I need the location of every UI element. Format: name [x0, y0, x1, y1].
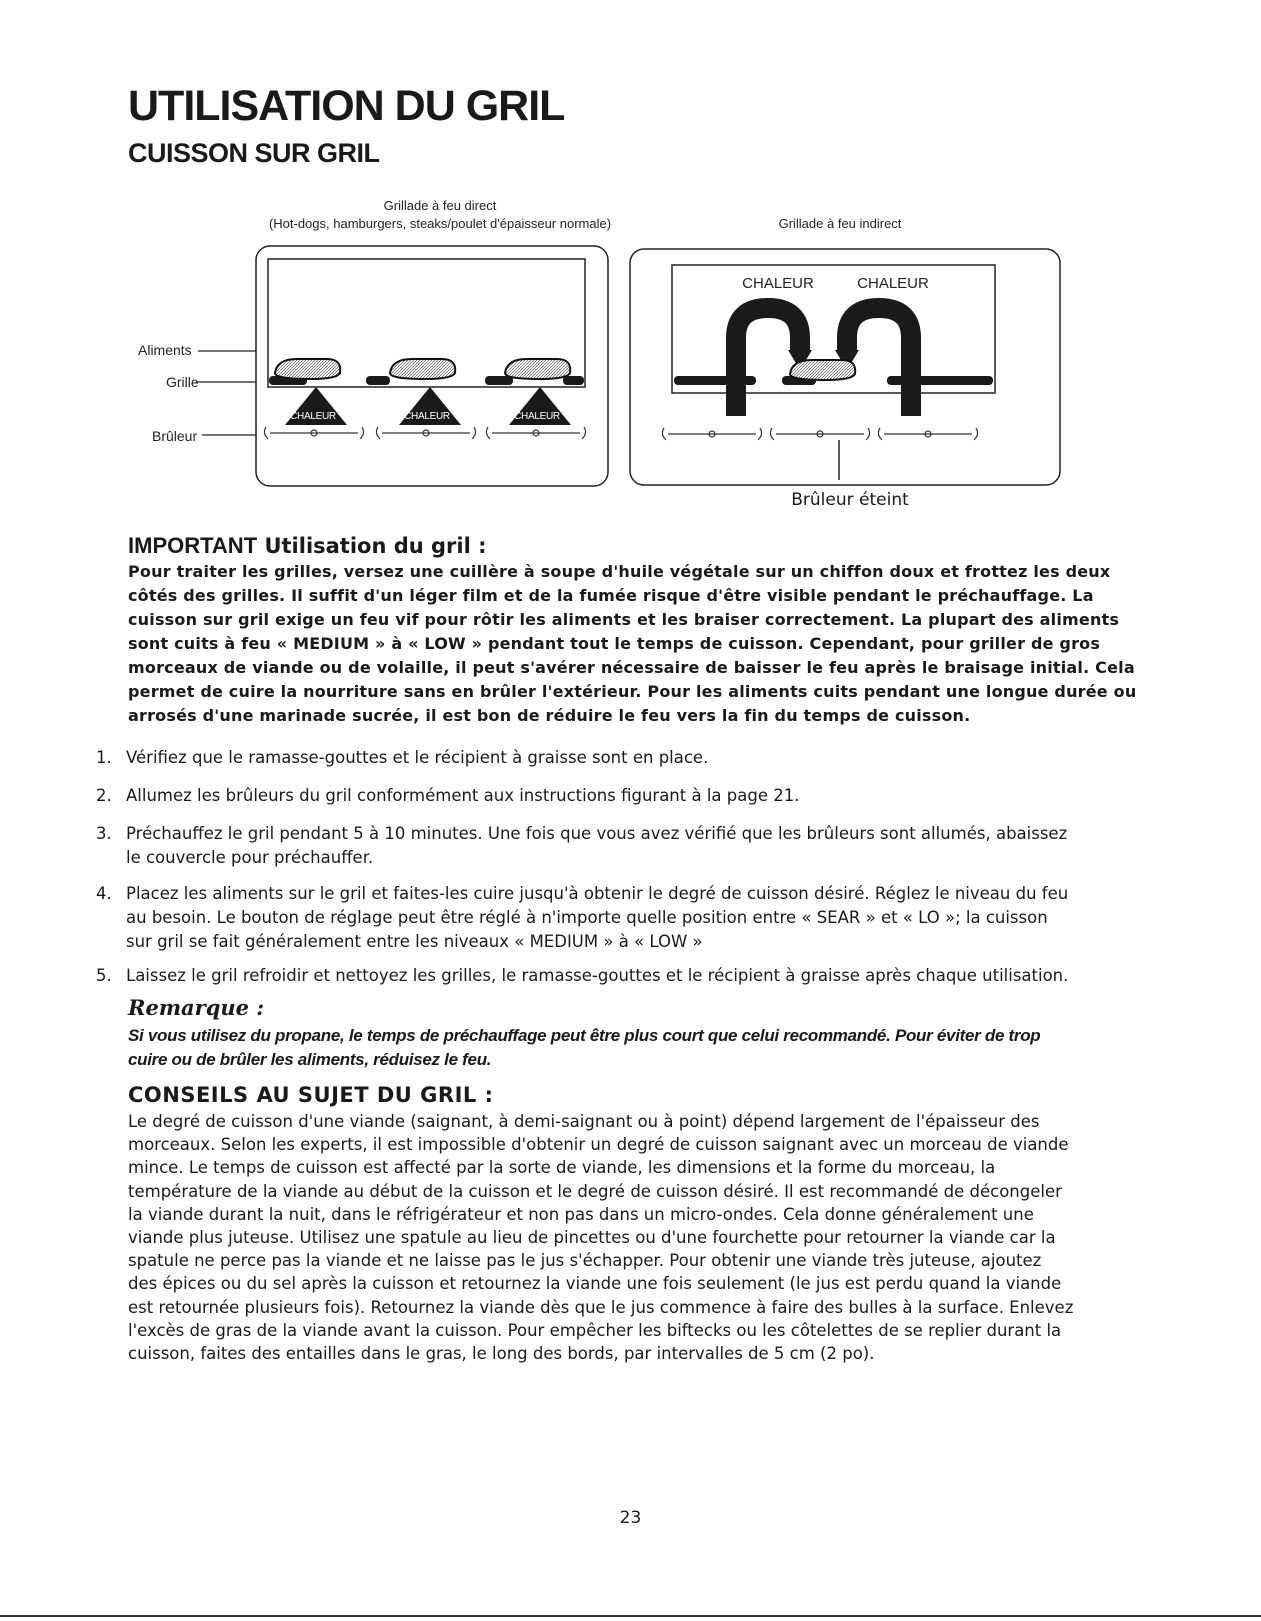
heat-label: CHALEUR — [514, 411, 560, 422]
step-text: Placez les aliments sur le gril et faites-les cuire jusqu'à obtenir le degré de cuisson désiré. Réglez le niveau du feu au besoin. Le bouton de réglage peut être réglé à n'importe quelle position entre « SEAR » et « LO »; la cuisson sur gril se fait généralement entre les niveaux « MEDIUM » à « LOW » — [126, 884, 1069, 951]
label-leaders — [196, 351, 256, 435]
tips-line: spatule ne perce pas la viande et ne laisse pas le jus s'échapper. Pour obtenir une viande très juteuse, ajoutez — [128, 1251, 1042, 1271]
heat-label: CHALEUR — [290, 411, 336, 422]
tips-heading: CONSEILS AU SUJET DU GRIL : — [128, 1083, 494, 1107]
food-items — [275, 359, 570, 379]
tips-line: température de la viande au début de la cuisson et le degré de cuisson désiré. Il est recommandé de décongeler — [128, 1181, 1062, 1201]
tips-paragraph — [128, 1110, 1228, 1365]
important-line: sont cuits à feu « MEDIUM » à « LOW » pendant tout le temps de cuisson. Cependant, pour griller de gros — [128, 634, 1101, 653]
heat-label: CHALEUR — [404, 411, 450, 422]
page-number: 23 — [619, 1508, 642, 1528]
tips-line: la viande durant la nuit, dans le réfrigérateur et non pas dans un micro-ondes. Cela donne généralement une — [128, 1204, 1034, 1224]
note-heading: Remarque : — [128, 995, 265, 1020]
heat-label-left: CHALEUR — [742, 275, 814, 292]
important-line: côtés des grilles. Il suffit d'un léger film et de la fumée risque d'être visible pendant le préchauffage. La — [128, 586, 1094, 605]
tips-line: morceaux. Selon les experts, il est impossible d'obtenir un degré de cuisson saignant avec un morceau de viande — [128, 1135, 1069, 1155]
page-title: UTILISATION DU GRIL — [128, 82, 565, 130]
important-label: IMPORTANT — [128, 533, 258, 558]
tips-line: mince. Le temps de cuisson est affecté par la sorte de viande, les dimensions et la forme du morceau, la — [128, 1158, 996, 1178]
direct-grilling-caption: Grillade à feu direct — [383, 198, 497, 213]
grate-label: Grille — [166, 374, 199, 390]
burners — [264, 427, 585, 439]
food-item — [790, 360, 855, 380]
tips-line: est retournée plusieurs fois). Retournez la viande dès que le jus commence à faire des bulles à la surface. Enlevez — [128, 1297, 1074, 1317]
step-number: 4. — [96, 884, 112, 903]
tips-line: Le degré de cuisson d'une viande (saignant, à demi-saignant ou à point) dépend largement de l'épaisseur des — [128, 1112, 1040, 1131]
important-line: morceaux de viande ou de volaille, il peut s'avérer nécessaire de baisser le feu après le braisage initial. Cela — [128, 658, 1135, 677]
food-label: Aliments — [138, 342, 192, 358]
indirect-grilling-caption: Grillade à feu indirect — [778, 216, 902, 231]
indirect-grilling-diagram — [628, 248, 1064, 488]
tips-line: des épices ou du sel après la cuisson et retournez la viande une fois seulement (le jus est perdu quand la viande — [128, 1274, 1062, 1294]
section-title: CUISSON SUR GRIL — [128, 138, 380, 168]
burner-label: Brûleur — [152, 428, 198, 444]
heat-label-right: CHALEUR — [857, 275, 929, 292]
tips-line: l'excès de gras de la viande avant la cuisson. Pour empêcher les biftecks ou les côtelettes de se replier durant la — [128, 1320, 1062, 1340]
direct-grilling-caption-detail: (Hot-dogs, hamburgers, steaks/poulet d'épaisseur normale) — [268, 216, 612, 231]
step-text: Laissez le gril refroidir et nettoyez les grilles, le ramasse-gouttes et le récipient à graisse après chaque utilisation. — [126, 966, 1069, 985]
important-line: arrosés d'une marinade sucrée, il est bon de réduire le feu vers la fin du temps de cuisson. — [128, 706, 971, 725]
note-paragraph — [128, 1024, 1128, 1072]
tips-line: viande plus juteuse. Utilisez une spatule au lieu de pincettes ou d'une fourchette pour retourner la viande car la — [128, 1228, 1056, 1248]
important-heading-text: Utilisation du gril : — [257, 534, 487, 558]
step-number: 2. — [96, 786, 112, 805]
step-number: 5. — [96, 966, 112, 985]
bottom-rule — [0, 1615, 1261, 1617]
direct-grilling-diagram — [130, 245, 610, 490]
step-text: Préchauffez le gril pendant 5 à 10 minutes. Une fois que vous avez vérifié que les brûleurs sont allumés, abaissez le couvercle pour préchauffer. — [126, 824, 1068, 867]
burners — [662, 428, 977, 440]
important-line: Pour traiter les grilles, versez une cuillère à soupe d'huile végétale sur un chiffon doux et frottez les deux — [128, 562, 1111, 581]
burner-off-label: Brûleur éteint — [791, 490, 909, 510]
tips-line: cuisson, faites des entailles dans le gras, le long des bords, par intervalles de 5 cm (2 po). — [128, 1344, 875, 1364]
step-number: 3. — [96, 824, 112, 843]
important-heading — [128, 533, 487, 559]
step-text: Vérifiez que le ramasse-gouttes et le récipient à graisse sont en place. — [126, 748, 709, 767]
important-line: cuisson sur gril exige un feu vif pour rôtir les aliments et les braiser correctement. La plupart des aliments — [128, 610, 1120, 629]
important-line: permet de cuire la nourriture sans en brûler l'extérieur. Pour les aliments cuits pendant une longue durée ou — [128, 682, 1137, 701]
step-number: 1. — [96, 748, 112, 767]
note-line: cuire ou de brûler les aliments, réduisez le feu. — [128, 1050, 492, 1069]
step-text: Allumez les brûleurs du gril conformément aux instructions figurant à la page 21. — [126, 786, 800, 805]
important-paragraph — [128, 560, 1168, 728]
note-line: Si vous utilisez du propane, le temps de préchauffage peut être plus court que celui recommandé. Pour éviter de trop — [128, 1026, 1041, 1045]
